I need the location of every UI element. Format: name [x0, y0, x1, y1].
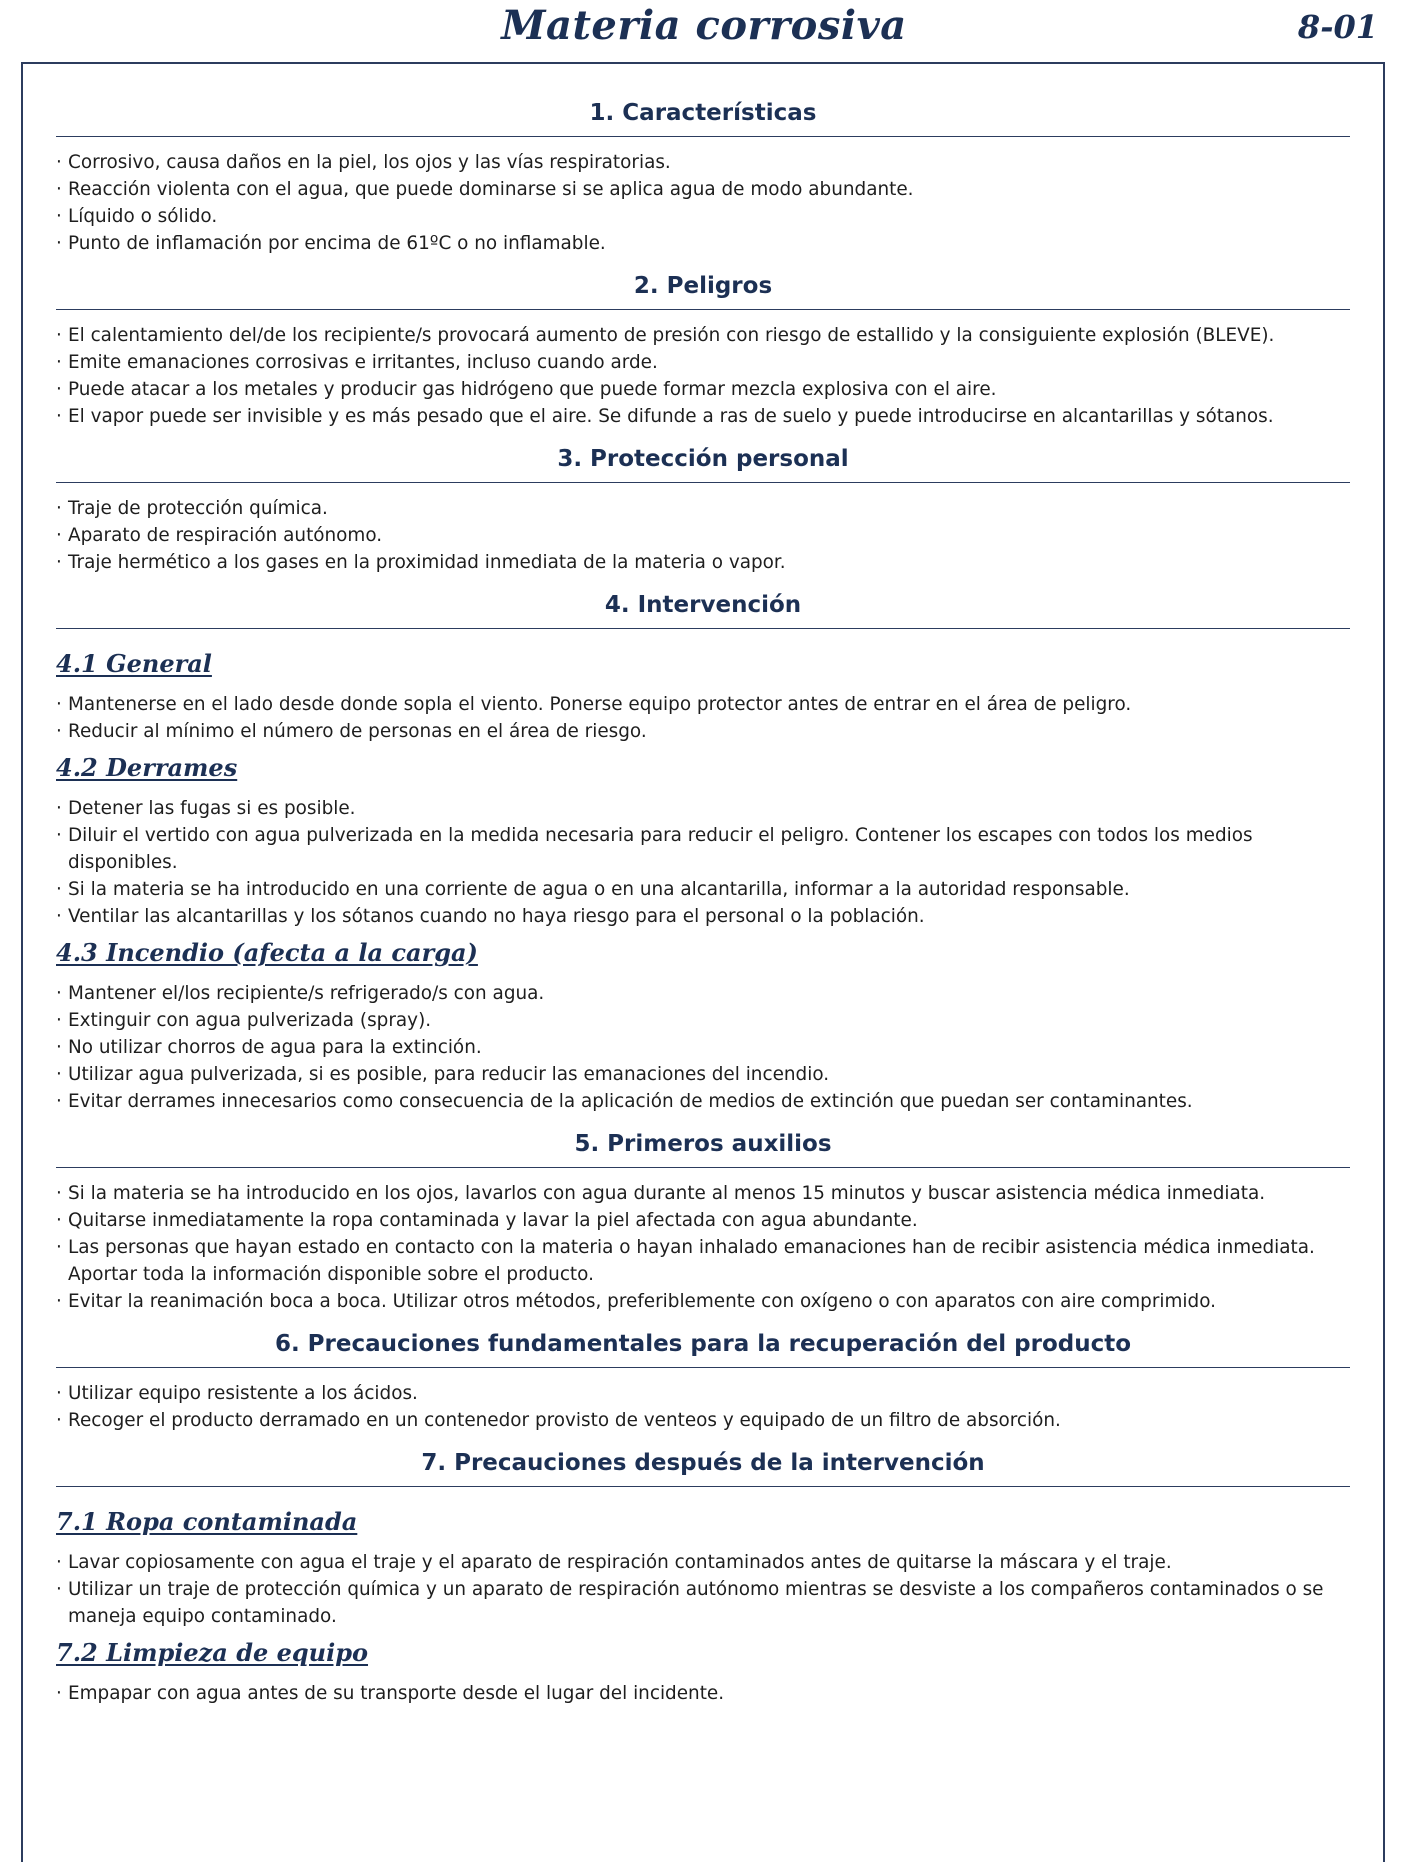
subsection-title-derrames: 4.2 Derrames [56, 753, 238, 782]
list-item: · Empapar con agua antes de su transporte desde el lugar del incidente. [56, 1680, 1350, 1707]
list-item: · Si la materia se ha introducido en una corriente de agua o en una alcantarilla, informar a la autoridad responsable. [56, 876, 1350, 903]
list-item: · El calentamiento del/de los recipiente/s provocará aumento de presión con riesgo de estallido y la consiguiente explosión (BLEVE). [56, 322, 1350, 349]
document-title: Materia corrosiva [501, 2, 907, 49]
section-title-recuperacion: 6. Precauciones fundamentales para la recuperación del producto [56, 1329, 1350, 1368]
list-item: · Líquido o sólido. [56, 203, 1350, 230]
list-item: · Extinguir con agua pulverizada (spray). [56, 1007, 1350, 1034]
list-item: · Emite emanaciones corrosivas e irritantes, incluso cuando arde. [56, 349, 1350, 376]
list-derrames [56, 795, 1350, 930]
list-item: · Reacción violenta con el agua, que puede dominarse si se aplica agua de modo abundante. [56, 176, 1350, 203]
list-recuperacion [56, 1380, 1350, 1434]
list-item: · Utilizar equipo resistente a los ácidos. [56, 1380, 1350, 1407]
section-title-caracteristicas: 1. Características [56, 98, 1350, 137]
list-primeros-auxilios [56, 1180, 1350, 1315]
list-item: · Diluir el vertido con agua pulverizada en la medida necesaria para reducir el peligro. Contener los escapes con todos los medios disponibles. [56, 822, 1350, 876]
subsection-title-incendio: 4.3 Incendio (afecta a la carga) [56, 938, 478, 967]
subsection-title-limpieza-equipo: 7.2 Limpieza de equipo [56, 1638, 369, 1667]
list-item: · Si la materia se ha introducido en los ojos, lavarlos con agua durante al menos 15 minutos y buscar asistencia médica inmediata. [56, 1180, 1350, 1207]
list-item: · Puede atacar a los metales y producir gas hidrógeno que puede formar mezcla explosiva con el aire. [56, 376, 1350, 403]
section-title-proteccion: 3. Protección personal [56, 444, 1350, 483]
list-caracteristicas [56, 149, 1350, 257]
list-item: · Mantener el/los recipiente/s refrigerado/s con agua. [56, 980, 1350, 1007]
section-title-intervencion: 4. Intervención [56, 590, 1350, 629]
list-item: · Ventilar las alcantarillas y los sótanos cuando no haya riesgo para el personal o la población. [56, 903, 1350, 930]
list-incendio [56, 980, 1350, 1115]
list-item: · No utilizar chorros de agua para la extinción. [56, 1034, 1350, 1061]
list-item: · Punto de inflamación por encima de 61ºC o no inflamable. [56, 230, 1350, 257]
list-item: · Quitarse inmediatamente la ropa contaminada y lavar la piel afectada con agua abundante. [56, 1207, 1350, 1234]
subsection-title-general: 4.1 General [56, 649, 212, 678]
list-item: · Reducir al mínimo el número de personas en el área de riesgo. [56, 718, 1350, 745]
section-title-primeros-auxilios: 5. Primeros auxilios [56, 1129, 1350, 1168]
list-ropa-contaminada [56, 1549, 1350, 1630]
list-item: · El vapor puede ser invisible y es más pesado que el aire. Se difunde a ras de suelo y puede introducirse en alcantarillas y sótanos. [56, 403, 1350, 430]
list-item: · Aparato de respiración autónomo. [56, 522, 1350, 549]
list-item: · Recoger el producto derramado en un contenedor provisto de venteos y equipado de un filtro de absorción. [56, 1407, 1350, 1434]
document-body [56, 94, 1350, 1707]
list-proteccion [56, 495, 1350, 576]
list-item: · Evitar la reanimación boca a boca. Utilizar otros métodos, preferiblemente con oxígeno o con aparatos con aire comprimido. [56, 1288, 1350, 1315]
list-item: · Utilizar agua pulverizada, si es posible, para reducir las emanaciones del incendio. [56, 1061, 1350, 1088]
list-item: · Corrosivo, causa daños en la piel, los ojos y las vías respiratorias. [56, 149, 1350, 176]
list-item: · Utilizar un traje de protección química y un aparato de respiración autónomo mientras se desviste a los compañeros contaminados o se maneja equipo contaminado. [56, 1576, 1350, 1630]
section-title-despues-intervencion: 7. Precauciones después de la intervención [56, 1448, 1350, 1487]
list-item: · Las personas que hayan estado en contacto con la materia o hayan inhalado emanaciones han de recibir asistencia médica inmediata. Aportar toda la información disponible sobre el producto. [56, 1234, 1350, 1288]
list-item: · Lavar copiosamente con agua el traje y el aparato de respiración contaminados antes de quitarse la máscara y el traje. [56, 1549, 1350, 1576]
subsection-title-ropa-contaminada: 7.1 Ropa contaminada [56, 1507, 358, 1536]
page-header [0, 0, 1408, 56]
list-item: · Traje hermético a los gases en la proximidad inmediata de la materia o vapor. [56, 549, 1350, 576]
list-general [56, 691, 1350, 745]
list-item: · Mantenerse en el lado desde donde sopla el viento. Ponerse equipo protector antes de entrar en el área de peligro. [56, 691, 1350, 718]
list-peligros [56, 322, 1350, 430]
document-code: 8-01 [1297, 8, 1378, 46]
section-title-peligros: 2. Peligros [56, 271, 1350, 310]
list-item: · Evitar derrames innecesarios como consecuencia de la aplicación de medios de extinción que puedan ser contaminantes. [56, 1088, 1350, 1115]
list-limpieza-equipo [56, 1680, 1350, 1707]
list-item: · Traje de protección química. [56, 495, 1350, 522]
list-item: · Detener las fugas si es posible. [56, 795, 1350, 822]
